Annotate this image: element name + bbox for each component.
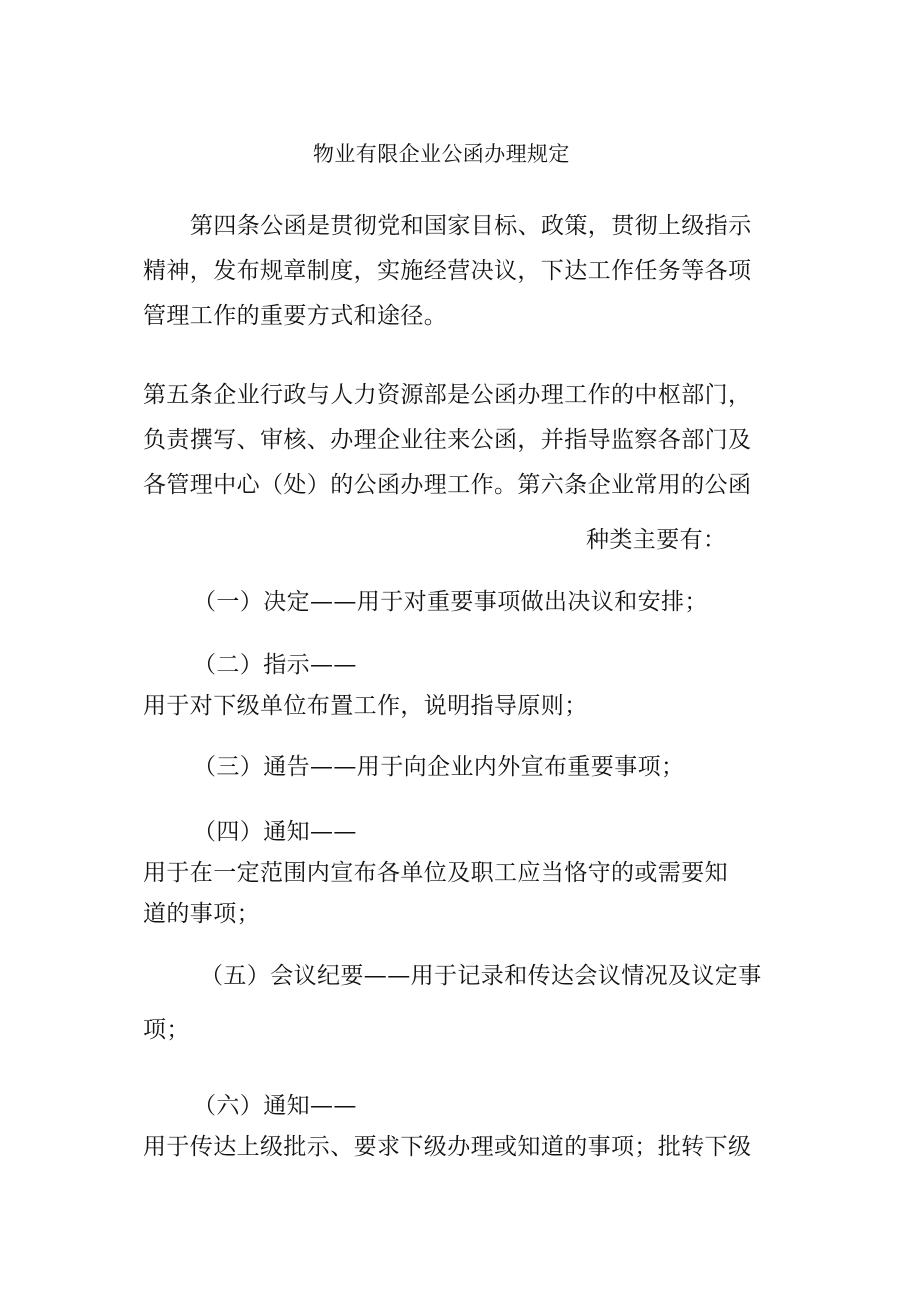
text-line: 精神，发布规章制度，实施经营决议，下达工作任务等各项 [143, 258, 752, 284]
list-item: （六）通知—— [193, 1093, 357, 1119]
text-line: 第五条企业行政与人力资源部是公函办理工作的中枢部门， [143, 382, 752, 408]
list-item: （一）决定——用于对重要事项做出决议和安排； [193, 589, 708, 615]
list-item: （五）会议纪要——用于记录和传达会议情况及议定事 [200, 963, 762, 989]
list-item: （二）指示—— [193, 652, 357, 678]
text-line: 用于对下级单位布置工作，说明指导原则； [143, 693, 588, 719]
text-line: 种类主要有： [586, 527, 727, 553]
document-title: 物业有限企业公函办理规定 [313, 142, 570, 166]
text-line: 管理工作的重要方式和途径。 [143, 303, 448, 329]
list-item: （四）通知—— [193, 819, 357, 845]
text-line: 用于传达上级批示、要求下级办理或知道的事项；批转下级 [143, 1134, 752, 1160]
list-item: （三）通告——用于向企业内外宣布重要事项； [193, 754, 685, 780]
text-line: 项； [143, 1017, 190, 1043]
text-line: 用于在一定范围内宣布各单位及职工应当恪守的或需要知 [143, 860, 728, 886]
text-line: 第四条公函是贯彻党和国家目标、政策，贯彻上级指示 [190, 213, 752, 239]
text-line: 负责撰写、审核、办理企业往来公函，并指导监察各部门及 [143, 427, 752, 453]
text-line: 道的事项； [143, 901, 260, 927]
text-line: 各管理中心（处）的公函办理工作。第六条企业常用的公函 [143, 472, 752, 498]
